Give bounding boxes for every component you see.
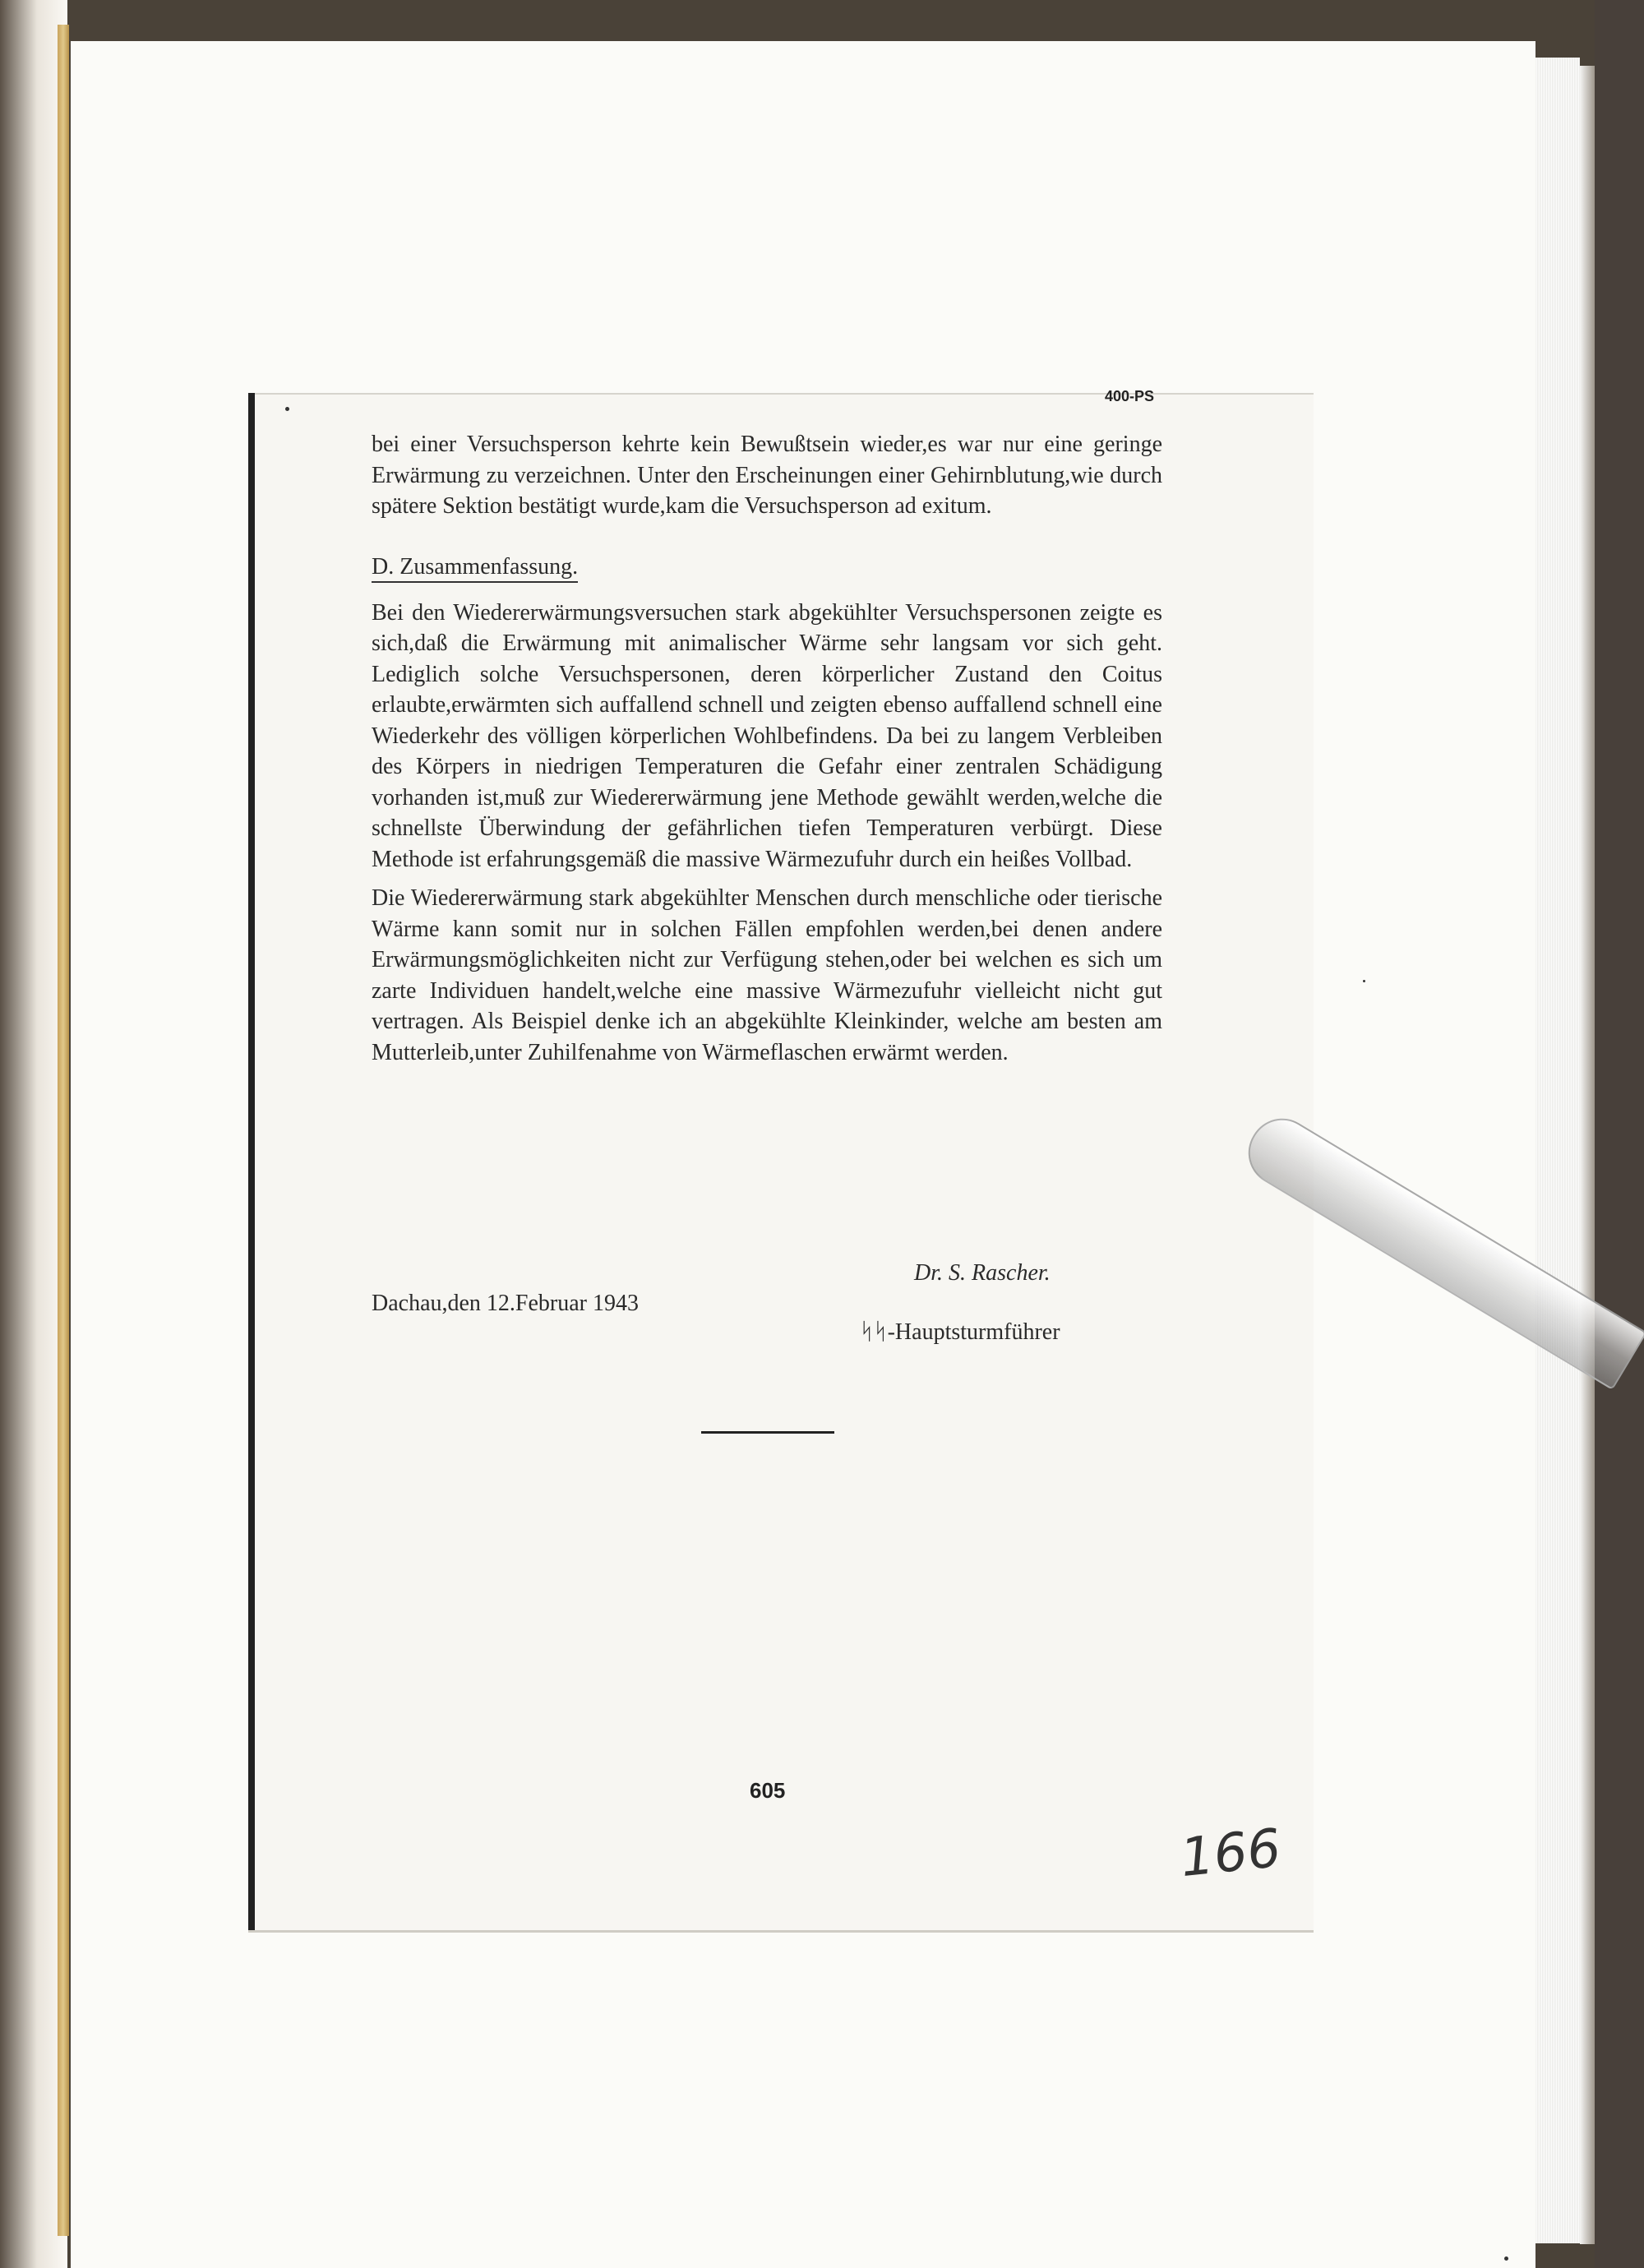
end-rule: [701, 1431, 834, 1434]
signature-name: Dr. S. Rascher.: [914, 1260, 1051, 1286]
document-body: [372, 429, 1162, 1068]
document-reference: 400-PS: [1105, 388, 1155, 404]
paragraph-2: Bei den Wiedererwärmungsversuchen stark abgekühlter Versuchspersonen zeigte es sich,daß die Erwärmung mit animalischer Wärme sehr langsam vor sich geht. Lediglich solche Versuchspersonen, deren körperlicher Zustand den Coitus erlaubte,erwärmten sich auffallend schnell und zeigten ebenso auffallend schnell eine Wiederkehr des völligen körperlichen Wohlbefindens. Da bei zu langem Verbleiben des Körpers in niedrigen Temperaturen die Gefahr einer zentralen Schädigung vorhanden ist,muß zur Wiedererwärmung jene Methode gewählt werden,welche die schnellste Überwindung der gefährlichen tiefen Temperaturen verbürgt. Diese Methode ist erfahrungsgemäß die massive Wärmezufuhr durch ein heißes Vollbad.: [372, 599, 1162, 872]
page-number: 605: [750, 1778, 786, 1803]
paragraph-3: Die Wiedererwärmung stark abgekühlter Menschen durch menschliche oder tierische Wärme kann somit nur in solchen Fällen empfohlen werden,bei denen andere Erwärmungsmöglichkeiten nicht zur Verfügung stehen,oder bei welchen es sich um zarte Individuen handelt,welche eine massive Wärmezufuhr vielleicht nicht gut vertragen. Als Beispiel denke ich an abgekühlte Kleinkinder, welche am besten am Mutterleib,unter Zuhilfenahme von Wärmeflaschen erwärmt werden.: [372, 885, 1162, 1065]
section-heading: D. Zusammenfassung.: [372, 553, 578, 583]
handwritten-folio-number: 166: [1177, 1818, 1284, 1890]
background: [1595, 0, 1644, 2268]
page-stack-shadow: [1580, 66, 1595, 2244]
left-page-gilt-edge: [58, 25, 69, 2236]
paragraph-1: bei einer Versuchsperson kehrte kein Bewußtsein wieder,es war nur eine geringe Erwärmung zu verzeichnen. Unter den Erscheinungen einer Gehirnblutung,wie durch spätere Sektion bestätigt wurde,kam die Versuchsperson ad exitum.: [372, 432, 1162, 519]
date-line: Dachau,den 12.Februar 1943: [372, 1291, 640, 1316]
dust-speck: [1363, 980, 1365, 982]
page-stack: [1531, 58, 1580, 2243]
signature-rank: ᛋᛋ-Hauptsturmführer: [860, 1319, 1060, 1345]
dust-speck: [1504, 2256, 1508, 2261]
document-margin-bar: [248, 393, 255, 1930]
dust-speck: [285, 407, 289, 411]
